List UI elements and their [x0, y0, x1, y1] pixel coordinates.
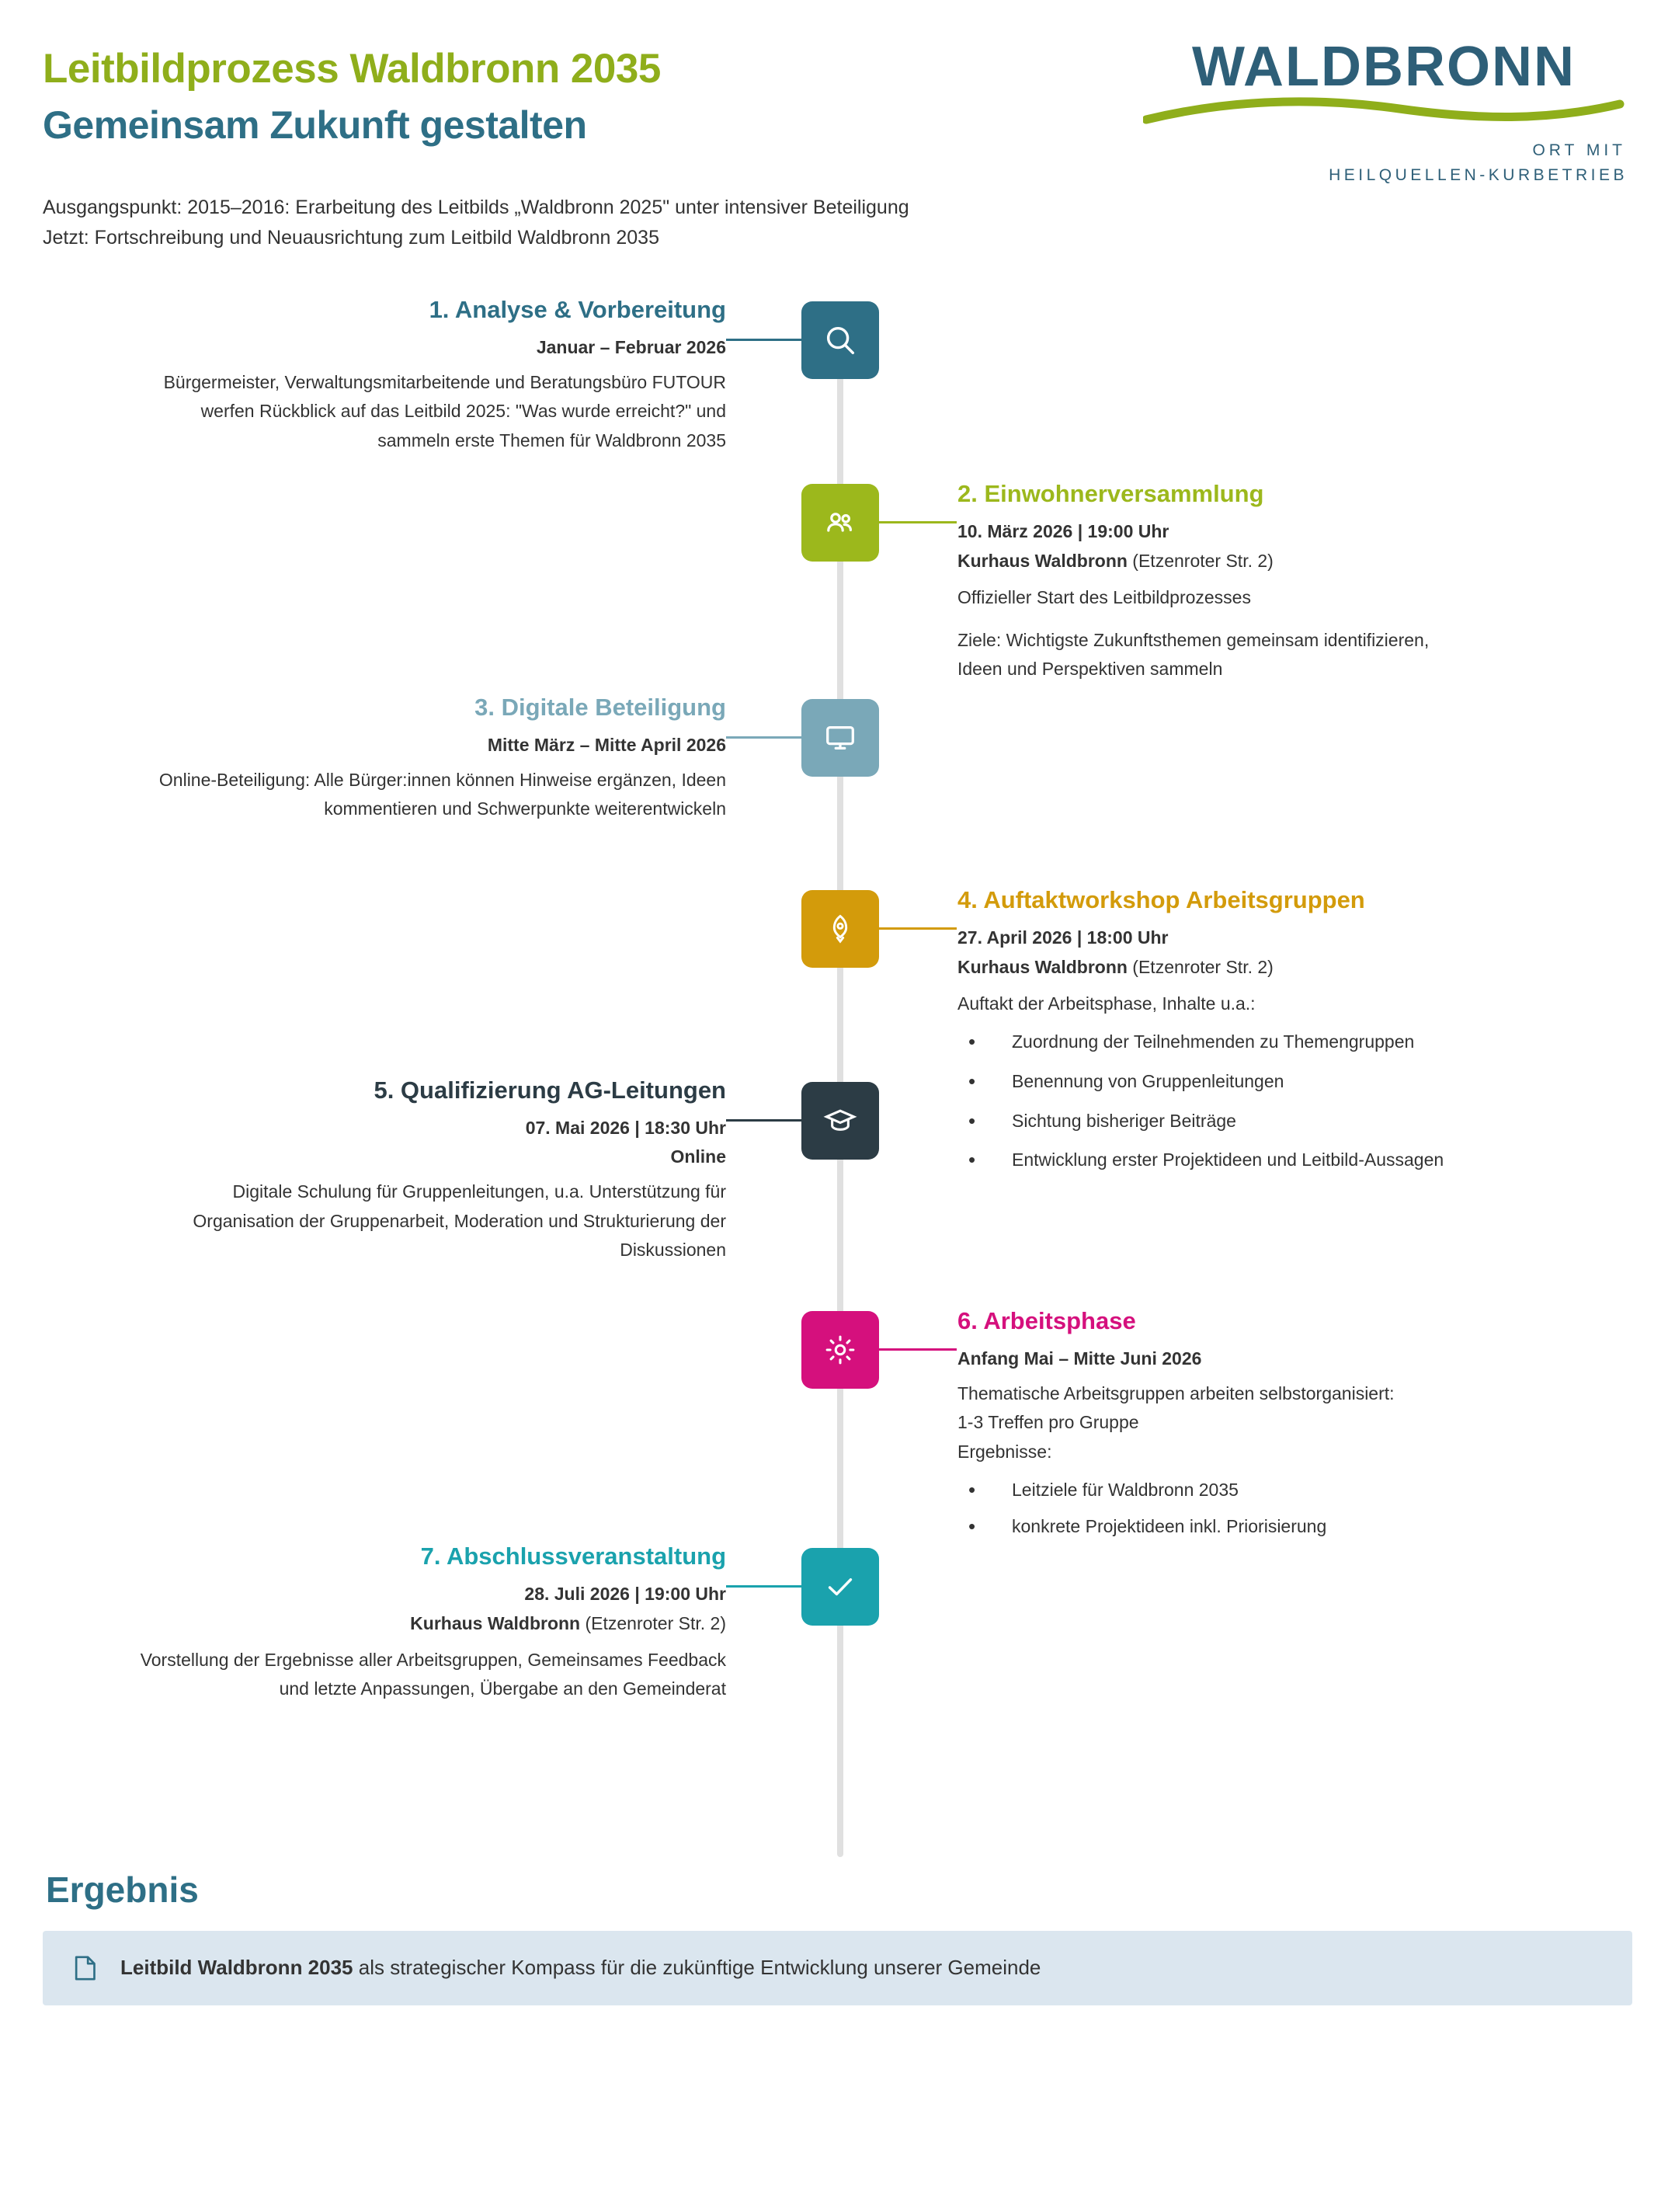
connector-2 [879, 521, 957, 523]
step-content-5 [136, 1076, 726, 1265]
step-body-2b: Ziele: Wichtigste Zukunftsthemen gemeinsam identifizieren, [957, 629, 1430, 650]
step-icon-1 [801, 301, 879, 379]
step-content-6 [957, 1306, 1610, 1549]
note-icon-svg [69, 1953, 100, 1984]
result-heading: Ergebnis [46, 1869, 199, 1910]
list-item: • Entwicklung erster Projektideen und Leitbild-Aussagen [957, 1146, 1610, 1174]
page-title: Leitbildprozess Waldbronn 2035 [43, 46, 661, 92]
step-body-2a: Offizieller Start des Leitbildprozesses [957, 586, 1251, 607]
connector-6 [879, 1348, 957, 1351]
step-date-4: 27. April 2026 | 18:00 Uhr [957, 927, 1169, 948]
step-icon-7 [801, 1548, 879, 1626]
logo-subtitle-2: HEILQUELLEN-KURBETRIEB [1329, 166, 1628, 184]
connector-5 [726, 1119, 801, 1122]
list-item: • konkrete Projektideen inkl. Priorisierung [957, 1512, 1610, 1541]
step-content-1 [136, 295, 726, 455]
note-icon [69, 1953, 100, 1984]
intro-line-1: Ausgangspunkt: 2015–2016: Erarbeitung des Leitbilds „Waldbronn 2025" unter intensiver Beteiligung [43, 197, 909, 218]
list-item: • Benennung von Gruppenleitungen [957, 1067, 1610, 1096]
step-venue-4 [957, 954, 1610, 982]
page-subtitle: Gemeinsam Zukunft gestalten [43, 103, 587, 148]
step-body-6b: 1-3 Treffen pro Gruppe [957, 1412, 1139, 1433]
result-text-bold: Leitbild Waldbronn 2035 [120, 1956, 353, 1980]
step-title-2: 2. Einwohnerversammlung [957, 479, 1264, 507]
step-title-4: 4. Auftaktworkshop Arbeitsgruppen [957, 885, 1365, 913]
step-venue-name-2: Kurhaus Waldbronn [957, 551, 1128, 572]
step-icon-2 [801, 484, 879, 562]
step-date-7: 28. Juli 2026 | 19:00 Uhr [524, 1583, 726, 1604]
step-body-2c: Ideen und Perspektiven sammeln [957, 659, 1223, 680]
step-body-5: Digitale Schulung für Gruppenleitungen, u.a. Unterstützung für Organisation der Gruppenarbeit, Moderation und Strukturierung der Diskussionen [193, 1181, 726, 1260]
step-date-5b: Online [670, 1146, 726, 1167]
step-title-1: 1. Analyse & Vorbereitung [429, 295, 726, 323]
monitor-icon [822, 720, 858, 756]
step-date-1: Januar – Februar 2026 [536, 336, 726, 357]
step-icon-3 [801, 699, 879, 777]
step-content-3 [136, 693, 726, 824]
step-venue-addr-4: (Etzenroter Str. 2) [1127, 957, 1274, 978]
step-title-6: 6. Arbeitsphase [957, 1306, 1136, 1334]
result-text [120, 1953, 1041, 1981]
step-venue-2 [957, 548, 1610, 576]
step-date-2: 10. März 2026 | 19:00 Uhr [957, 520, 1169, 541]
step-body-7: Vorstellung der Ergebnisse aller Arbeitsgruppen, Gemeinsames Feedback und letzte Anpassungen, Übergabe an den Gemeinderat [140, 1649, 726, 1699]
connector-1 [726, 339, 801, 341]
waldbronn-logo [1135, 31, 1632, 185]
people-icon [822, 504, 859, 541]
step-venue-addr-2: (Etzenroter Str. 2) [1127, 551, 1274, 572]
step-title-7: 7. Abschlussveranstaltung [420, 1542, 726, 1570]
step-date-3: Mitte März – Mitte April 2026 [487, 734, 726, 755]
connector-3 [726, 736, 801, 739]
step-icon-6 [801, 1311, 879, 1389]
result-box [43, 1931, 1632, 2005]
step-bullets-4 [957, 1028, 1610, 1174]
step-body-4a: Auftakt der Arbeitsphase, Inhalte u.a.: [957, 993, 1256, 1014]
step-content-7 [136, 1542, 726, 1704]
step-title-5: 5. Qualifizierung AG-Leitungen [374, 1076, 726, 1104]
rocket-icon [823, 912, 857, 946]
step-date-6: Anfang Mai – Mitte Juni 2026 [957, 1348, 1202, 1369]
step-icon-4 [801, 890, 879, 968]
list-item: • Sichtung bisheriger Beiträge [957, 1107, 1610, 1136]
magnifier-icon [822, 322, 858, 358]
gear-icon [822, 1332, 858, 1368]
step-venue-name-4: Kurhaus Waldbronn [957, 957, 1128, 978]
timeline [43, 295, 1632, 1862]
connector-4 [879, 927, 957, 930]
step-content-4 [957, 885, 1610, 1186]
result-text-rest: als strategischer Kompass für die zukünftige Entwicklung unserer Gemeinde [353, 1956, 1041, 1980]
step-body-1: Bürgermeister, Verwaltungsmitarbeitende und Beratungsbüro FUTOUR werfen Rückblick auf das Leitbild 2025: "Was wurde erreicht?" und sammeln erste Themen für Waldbronn 2035 [163, 372, 726, 450]
connector-7 [726, 1585, 801, 1588]
step-title-3: 3. Digitale Beteiligung [474, 693, 726, 721]
list-item: • Leitziele für Waldbronn 2035 [957, 1476, 1610, 1504]
step-body-6a: Thematische Arbeitsgruppen arbeiten selbstorganisiert: [957, 1383, 1395, 1404]
step-bullets-6 [957, 1476, 1610, 1541]
swoosh-icon [1143, 96, 1625, 130]
step-venue-name-7: Kurhaus Waldbronn [410, 1613, 581, 1634]
graduation-cap-icon [822, 1103, 858, 1139]
header-titles [43, 31, 661, 150]
list-item: • Zuordnung der Teilnehmenden zu Themengruppen [957, 1028, 1610, 1056]
step-venue-7 [136, 1610, 726, 1638]
step-venue-addr-7: (Etzenroter Str. 2) [580, 1613, 726, 1634]
header [43, 31, 1632, 210]
check-icon [822, 1569, 858, 1605]
intro-line-2: Jetzt: Fortschreibung und Neuausrichtung zum Leitbild Waldbronn 2035 [43, 226, 659, 249]
step-body-3: Online-Beteiligung: Alle Bürger:innen können Hinweise ergänzen, Ideen kommentieren und Schwerpunkte weiterentwickeln [158, 770, 726, 819]
logo-subtitle-1: ORT MIT [1532, 141, 1626, 159]
logo-wordmark: WALDBRONN [1192, 36, 1576, 98]
step-date-5: 07. Mai 2026 | 18:30 Uhr [525, 1117, 726, 1138]
step-icon-5 [801, 1082, 879, 1160]
step-body-6c: Ergebnisse: [957, 1441, 1052, 1462]
step-content-2 [957, 479, 1610, 684]
